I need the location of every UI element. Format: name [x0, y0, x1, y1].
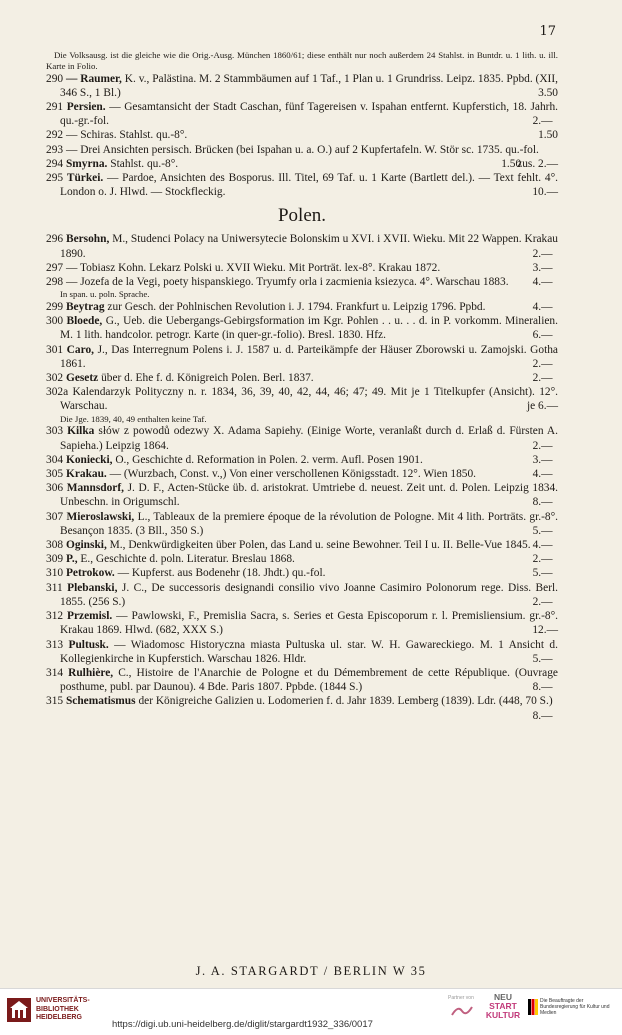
catalog-entry — [46, 638, 558, 666]
catalog-entry — [46, 566, 558, 580]
entry-price: 10.— — [532, 186, 558, 199]
entry-number: 309 — [46, 553, 64, 566]
entry-text: J. D. F., Acten-Stücke üb. d. aristokrat. Umtriebe d. neuest. Zeit unt. d. Polen. Leipzig 1834. Unbeschn. in Origumschl. — [60, 482, 559, 509]
university-seal-icon — [6, 997, 32, 1023]
entry-text: Stahlst. qu.-8°. — [110, 157, 179, 170]
entry-price: 4.— — [532, 301, 553, 314]
entry-number: 290 — [46, 72, 64, 85]
entry-author: P., — [65, 553, 78, 566]
entry-price: 2.— — [532, 595, 553, 608]
partner-logo-icon — [450, 1003, 474, 1019]
entry-author: Krakau. — [65, 468, 107, 481]
entry-number: 310 — [46, 567, 64, 580]
entry-price: 3.— — [532, 261, 553, 274]
catalog-entry — [46, 510, 558, 538]
entry-author: Rulhière, — [68, 666, 114, 679]
entry-price: 4.— — [532, 468, 553, 481]
entry-text: — Jozefa de la Vegi, poety hispanskiego. Tryumfy orla i zacmienia ksiezyca. 4°. Warschau 1883. — [65, 276, 509, 289]
catalog-entry — [46, 538, 558, 552]
entry-number: 299 — [46, 301, 64, 314]
entry-number: 311 — [46, 581, 63, 594]
entry-text: — (Wurzbach, Const. v.,) Von einer verschollenen Königsstadt. 12°. Wien 1850. — [109, 468, 477, 481]
entry-price: 2.— — [532, 439, 553, 452]
entry-text: — Wiadomosc Historyczna miasta Pultuska ul. star. W. H. Gawareckiego. M. 1 Ansicht d. Kollegienkirche in Kupferstich. Warschau 1826. Hldr. — [60, 638, 558, 665]
catalog-entry — [46, 300, 558, 314]
entries-poland — [46, 232, 559, 722]
catalog-entry — [46, 314, 558, 342]
entry-price: je 6.— — [526, 400, 558, 413]
entry-note: In span. u. poln. Sprache. — [60, 289, 150, 300]
entry-text: der Königreiche Galizien u. Lodomerien f. d. Jahr 1839. Lemberg (1839). Ldr. (448, 70 S.) — [138, 695, 553, 708]
catalog-entry — [46, 72, 558, 100]
entry-number: 300 — [46, 315, 64, 328]
catalog-entry — [46, 694, 558, 722]
entry-text: C., Histoire de l'Anarchie de Pologne et du Démembrement de cette République. (Ouvrage posthume, publ. par Daunou). 4 Bde. Paris 1807. Ppbde. (1844 S.) — [60, 666, 558, 694]
entry-number: 313 — [46, 638, 64, 651]
catalog-entry — [46, 261, 558, 275]
catalog-entry — [46, 666, 558, 694]
entry-author: Pultusk. — [68, 638, 109, 651]
entry-price: 4.— — [532, 539, 553, 552]
catalog-entry — [46, 343, 558, 371]
entry-text: M., Studenci Polacy na Uniwersytecie Bolonskim u XVI. i XVII. Wieku. Mit 22 Wappen. Krakau 1890. — [60, 233, 558, 260]
entry-number: 293 — [46, 143, 64, 156]
entry-text: — Gesamtansicht der Stadt Caschan, fünf Tagereisen v. Ispahan entfernt. Kupferstich, 18. Jahrh. qu.-gr.-fol. — [60, 101, 559, 128]
entry-number: 296 — [46, 233, 64, 246]
entry-number: 295 — [46, 172, 64, 185]
entry-price: 4.— — [532, 276, 553, 289]
entry-price: 5.— — [532, 524, 553, 537]
entry-author: Mieroslawski, — [66, 510, 135, 523]
catalog-entry — [46, 481, 558, 509]
entry-number: 312 — [46, 610, 64, 623]
entry-author: Przemisl. — [67, 610, 113, 623]
entry-text: Kalendarzyk Polityczny n. r. 1834, 36, 39, 40, 42, 44, 46; 47; 49. Mit je 1 Titelkupfer (Ansicht). 12°. Warschau. — [60, 386, 558, 413]
entry-author: Petrokow. — [65, 567, 115, 580]
entry-number: 298 — [46, 276, 64, 289]
entry-price: 8.— — [532, 496, 553, 509]
document-url[interactable]: https://digi.ub.uni-heidelberg.de/diglit/stargardt1932_336/0017 — [112, 1019, 373, 1030]
entry-text: K. v., Palästina. M. 2 Stammbäumen auf 1 Taf., 1 Plan u. 1 Grundriss. Leipz. 1835. Ppbd. (XII, 346 S., 1 Bl.) — [60, 72, 558, 99]
neustart-kultur-logo[interactable]: NEU START KULTUR — [485, 992, 521, 1020]
catalog-entry — [46, 128, 558, 142]
catalog-entry — [46, 275, 558, 289]
entry-price: 2.— — [532, 553, 553, 566]
entry-text: M., Denkwürdigkeiten über Polen, das Land u. seine Bewohner. Teil I u. II. Belle-Vue 1845. — [109, 539, 531, 552]
catalog-entry — [46, 232, 558, 260]
entry-number: 306 — [46, 482, 64, 495]
entry-author: Schematismus — [65, 695, 136, 708]
entries-persia-turkey — [46, 72, 558, 200]
federal-eagle-icon — [528, 999, 538, 1015]
entry-number: 302a — [46, 386, 69, 399]
entry-number: 304 — [46, 453, 64, 466]
entry-author: Türkei. — [66, 172, 104, 185]
entry-price: 5.— — [532, 567, 553, 580]
entry-number: 315 — [46, 695, 64, 708]
bkm-label: Die Beauftragte der Bundesregierung für Kultur und Medien — [540, 998, 610, 1016]
entry-price: 1.50 — [538, 129, 558, 142]
entry-number: 301 — [46, 343, 64, 356]
entry-price: 1.50 — [501, 157, 522, 170]
catalog-column — [46, 50, 558, 723]
entry-text: O., Geschichte d. Reformation in Polen. 2. verm. Aufl. Posen 1901. — [115, 453, 423, 466]
entry-text: — Kupferst. aus Bodenehr (18. Jhdt.) qu.-fol. — [117, 567, 326, 580]
entry-price: 2.— — [532, 372, 553, 385]
catalog-entry — [46, 453, 558, 467]
entry-author: Beytrag — [65, 301, 105, 314]
catalog-entry — [46, 157, 558, 171]
entry-note: Die Jge. 1839, 40, 49 enthalten keine Taf. — [60, 413, 207, 424]
entry-text: J., Das Interregnum Polens i. J. 1587 u. d. Parteikämpfe der Häuser Zborowski u. Zamojski. Gotha 1861. — [60, 343, 558, 370]
viewer-bottom-bar — [0, 988, 622, 1035]
entry-text: słów z powodů odezwy X. Adama Sapiehy. (Einige Worte, veranlaßt durch d. Erlaß d. Fürsten A. Sapieha.) Leipzig 1864. — [60, 425, 558, 452]
entry-price: 5.— — [532, 652, 553, 665]
entry-author: Smyrna. — [65, 157, 108, 170]
entry-number: 303 — [46, 425, 64, 438]
entry-author: Plebanski, — [67, 581, 118, 594]
entry-number: 305 — [46, 468, 64, 481]
entry-number: 291 — [46, 101, 64, 113]
entry-text: zur Gesch. der Pohlnischen Revolution i. J. 1794. Frankfurt u. Leipzig 1796. Ppbd. — [107, 301, 486, 314]
entry-author: Oginski, — [65, 539, 107, 552]
entry-text: G., Ueb. die Uebergangs-Gebirgsformation im Kgr. Pohlen . . u. . . d. in P. vorkomm. Mineralien. M. 1 lith. handcolor. petrogr. Karte (in quer-gr.-folio). Bresl. 1830. Hfz. — [60, 315, 558, 342]
entry-text: L., Tableaux de la premiere époque de la révolution de Pologne. Mit 4 lith. Porträts. gr.-8°. Besançon 1835. (3 Bll., 350 S.) — [60, 510, 558, 537]
catalog-entry — [46, 171, 558, 199]
catalog-entry — [46, 552, 558, 566]
intro-note: Die Volksausg. ist die gleiche wie die Orig.-Ausg. München 1860/61; diese enthält nur noch außerdem 24 Stahlst. in Buntdr. u. 1 lith. u. ill. Karte in Folio. — [46, 50, 558, 71]
entry-number: 302 — [46, 372, 64, 385]
entry-number: 314 — [46, 666, 64, 679]
entry-author: — Raumer, — [65, 72, 122, 85]
catalog-entry — [46, 424, 558, 452]
entry-number: 294 — [46, 157, 64, 170]
entry-number: 308 — [46, 539, 64, 552]
university-library-name[interactable]: UNIVERSITÄTS- BIBLIOTHEK HEIDELBERG — [36, 997, 90, 1021]
catalog-entry — [46, 609, 558, 637]
entry-text: E., Geschichte d. poln. Literatur. Breslau 1868. — [80, 553, 295, 566]
entry-price: zus. 2.— — [517, 157, 558, 170]
entry-price: 2.— — [532, 357, 553, 370]
entry-text: über d. Ehe f. d. Königreich Polen. Berl. 1837. — [101, 372, 314, 385]
entry-price: 8.— — [532, 709, 553, 722]
catalog-entry — [46, 371, 558, 385]
entry-price: 3.50 — [538, 86, 558, 99]
entry-text: — Drei Ansichten persisch. Brücken (bei Ispahan u. a. O.) auf 2 Kupfertafeln. W. Stör sc. 1735. qu.-fol. — [65, 143, 539, 156]
entry-author: Gesetz — [65, 372, 99, 385]
entry-author: Bloede, — [66, 315, 103, 328]
partner-label: Partner von — [448, 995, 474, 1001]
entry-author: Persien. — [66, 101, 106, 113]
entry-price: 3.— — [532, 453, 553, 466]
entry-author: Kilka — [67, 425, 95, 438]
catalog-entry — [46, 385, 558, 413]
entry-author: Mannsdorf, — [66, 482, 124, 495]
entry-author: Bersohn, — [65, 233, 110, 246]
entry-number: 297 — [46, 261, 64, 274]
catalog-entry — [46, 467, 558, 481]
entry-text: — Schiras. Stahlst. qu.-8°. — [65, 129, 188, 142]
publisher-footer: J. A. STARGARDT / BERLIN W 35 — [195, 964, 427, 978]
catalog-entry — [46, 100, 558, 128]
entry-price: 8.— — [532, 681, 553, 694]
catalog-entry — [46, 581, 558, 609]
entry-author: Koniecki, — [65, 453, 113, 466]
section-heading: Polen. — [277, 205, 327, 227]
entry-price: 2.— — [532, 247, 553, 260]
page-number: 17 — [539, 24, 556, 39]
entry-text: — Pardoe, Ansichten des Bosporus. Ill. Titel, 69 Taf. u. 1 Karte (Bartlett del.). — Text fehlt. 4°. London o. J. Hlwd. — Stockfleckig. — [60, 172, 558, 199]
entry-price: 2.— — [532, 115, 553, 128]
entry-text: — Tobiasz Kohn. Lekarz Polski u. XVII Wieku. Mit Porträt. lex-8°. Krakau 1872. — [65, 261, 441, 274]
entry-text: — Pawlowski, F., Premislia Sacra, s. Series et Gesta Episcoporum r. l. Premisliensium. gr.-8°. Krakau 1869. Hlwd. (682, XXX S.) — [60, 610, 558, 637]
entry-number: 307 — [46, 510, 64, 523]
entry-price: 12.— — [532, 624, 558, 637]
entry-price: 6.— — [532, 329, 553, 342]
entry-number: 292 — [46, 129, 64, 142]
entry-text: J. C., De successoris designandi consilio vivo Joanne Casimiro Polonorum rege. Diss. Berl. 1855. (256 S.) — [60, 581, 558, 608]
entry-author: Caro, — [66, 343, 94, 356]
